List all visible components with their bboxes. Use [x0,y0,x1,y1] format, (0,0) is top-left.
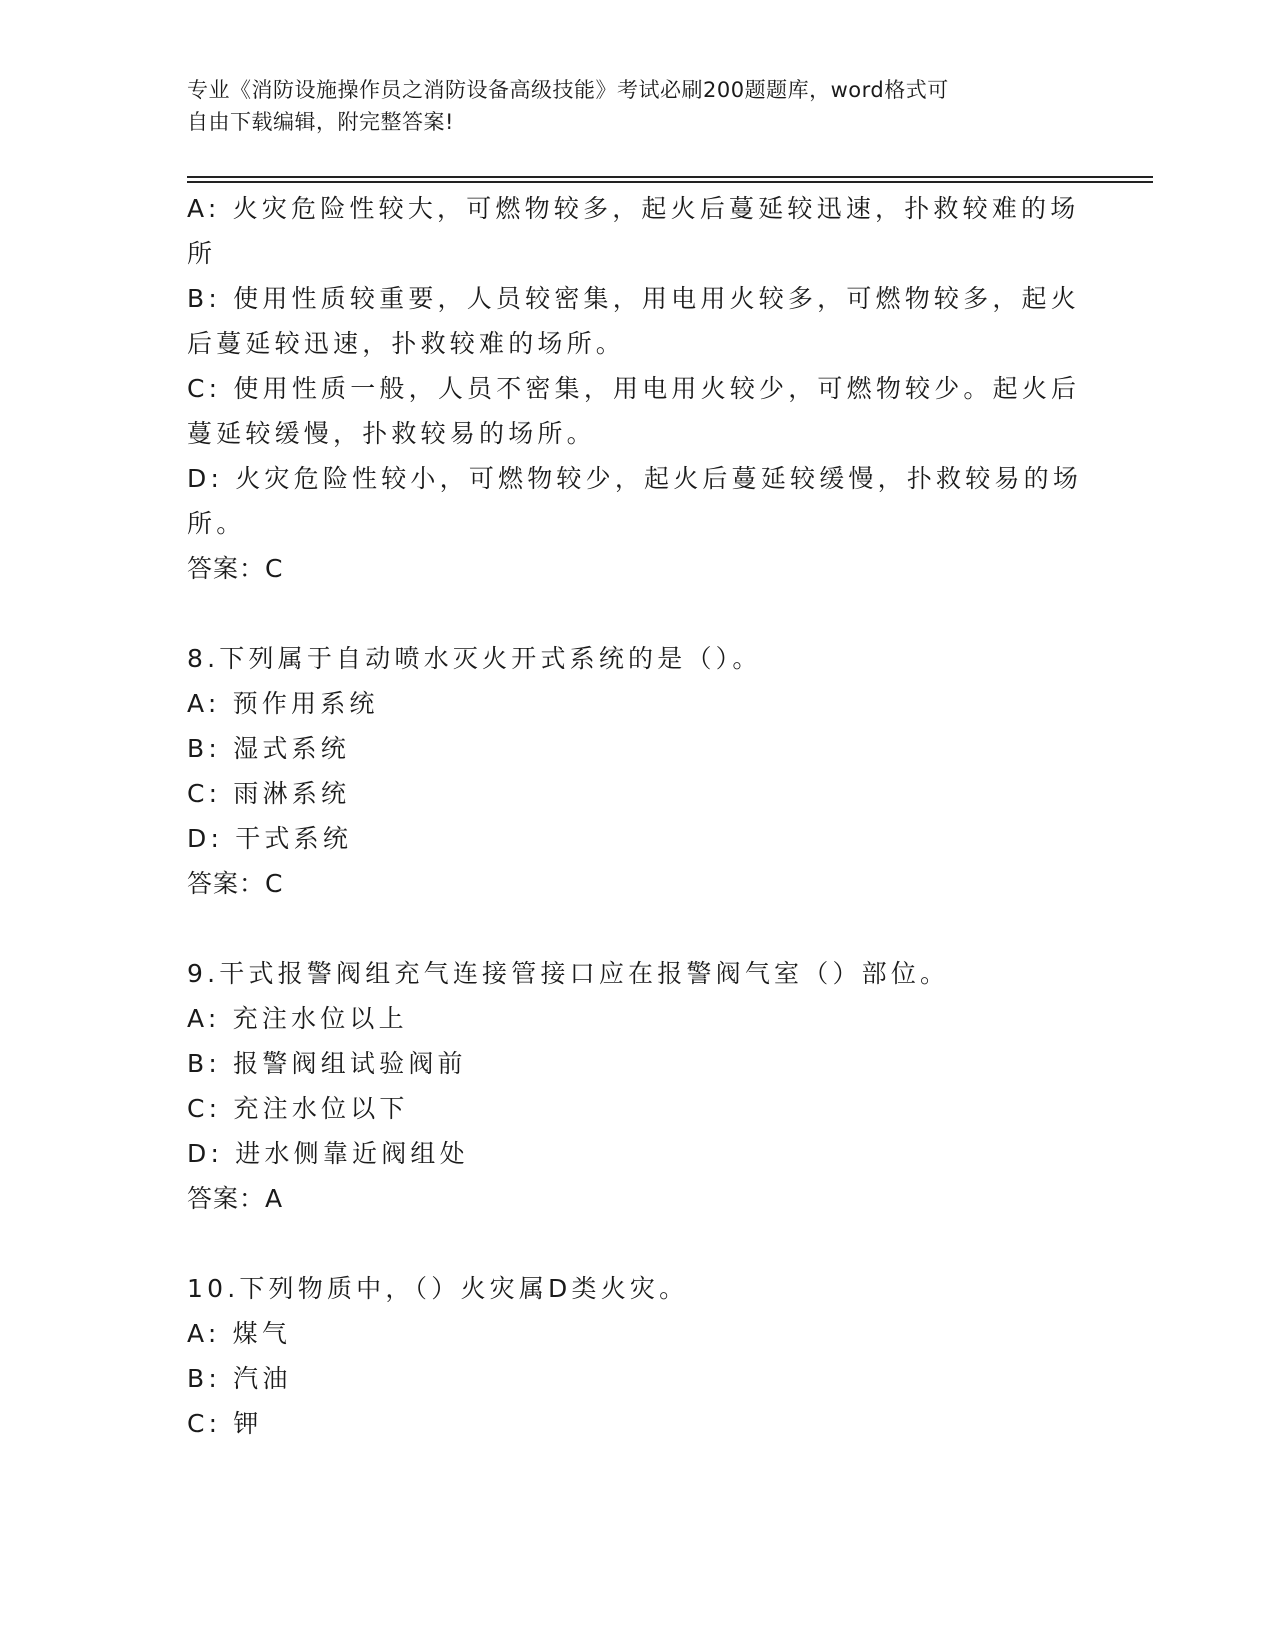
option-a-line-1: A: 火灾危险性较大，可燃物较多，起火后蔓延较迅速，扑救较难的场 [187,194,1080,223]
option-b-line-1: B: 使用性质较重要，人员较密集，用电用火较多，可燃物较多，起火 [187,284,1080,313]
spacer [187,591,1087,636]
option-c-line-2: 蔓延较缓慢，扑救较易的场所。 [187,419,596,448]
answer-line: 答案：C [187,554,284,583]
option-c: C: 充注水位以下 [187,1094,409,1123]
option-b-line-2: 后蔓延较迅速，扑救较难的场所。 [187,329,626,358]
question-text: 10.下列物质中，（）火灾属D类火灾。 [187,1274,689,1303]
header-divider-bottom [187,181,1153,183]
option-a-line-2: 所 [187,239,217,268]
question-7-block [187,186,1087,591]
option-b: B: 报警阀组试验阀前 [187,1049,467,1078]
option-a: A: 预作用系统 [187,689,379,718]
option-b: B: 汽油 [187,1364,292,1393]
option-d: D: 干式系统 [187,824,353,853]
spacer [187,1221,1087,1266]
question-9-block [187,951,1087,1221]
spacer [187,906,1087,951]
option-a: A: 充注水位以上 [187,1004,408,1033]
question-content [187,186,1087,1446]
option-c: C: 钾 [187,1409,263,1438]
question-text: 9.干式报警阀组充气连接管接口应在报警阀气室（）部位。 [187,959,950,988]
header-line-1: 专业《消防设施操作员之消防设备高级技能》考试必刷200题题库，word格式可 [187,78,949,102]
option-b: B: 湿式系统 [187,734,350,763]
answer-line: 答案：C [187,869,284,898]
option-d: D: 进水侧靠近阀组处 [187,1139,469,1168]
answer-line: 答案：A [187,1184,284,1213]
option-d-line-1: D: 火灾危险性较小，可燃物较少，起火后蔓延较缓慢，扑救较易的场 [187,464,1083,493]
header-line-2: 自由下载编辑，附完整答案! [187,110,454,134]
header-divider-top [187,176,1153,178]
question-10-block [187,1266,1087,1446]
question-8-block [187,636,1087,906]
option-d-line-2: 所。 [187,509,246,538]
document-header [187,74,1067,138]
option-a: A: 煤气 [187,1319,292,1348]
option-c-line-1: C: 使用性质一般，人员不密集，用电用火较少，可燃物较少。起火后 [187,374,1081,403]
question-text: 8.下列属于自动喷水灭火开式系统的是（）。 [187,644,762,673]
option-c: C: 雨淋系统 [187,779,351,808]
